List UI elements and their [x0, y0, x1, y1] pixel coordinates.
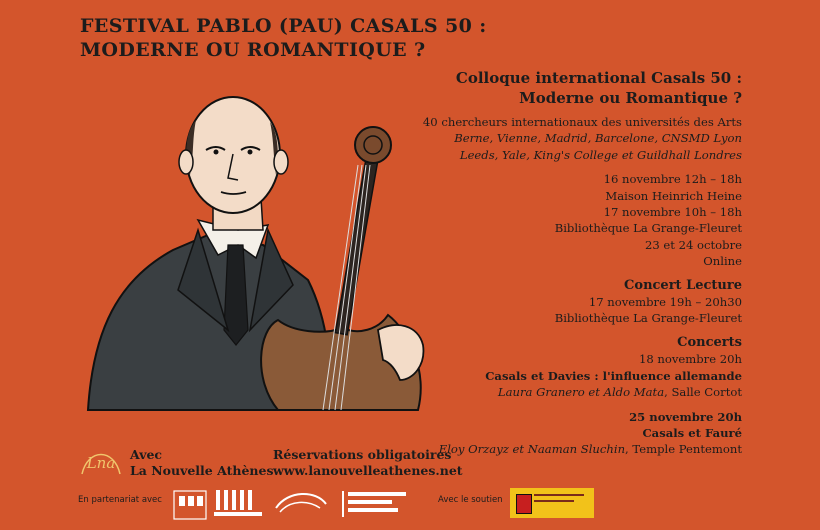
cl-date: 17 novembre 19h – 20h30 — [588, 295, 742, 310]
c1-date: 18 novembre 20h — [638, 352, 742, 367]
date-2: 17 novembre 10h – 18h — [603, 205, 742, 220]
concerts-title: Concerts — [677, 334, 742, 350]
venue-2: Bibliothèque La Grange-Fleuret — [554, 221, 742, 236]
la-nouvelle-athenes-logo — [78, 438, 124, 482]
colloque-title-1: Colloque international Casals 50 : — [455, 69, 742, 87]
title-line-1: FESTIVAL PABLO (PAU) CASALS 50 : — [80, 15, 487, 37]
cellist-illustration — [78, 80, 468, 420]
cnsmd-logo — [270, 488, 332, 520]
reservations-block — [273, 447, 463, 479]
colloque-title-2: Moderne ou Romantique ? — [519, 89, 742, 107]
c1-title: Casals et Davies : l'influence allemande — [485, 368, 742, 383]
embajada-espana-logo — [510, 488, 594, 518]
date-3: 23 et 24 octobre — [644, 237, 742, 252]
c2-performers: Eloy Orzayz et Naaman Sluchin — [438, 442, 626, 457]
partners-label: En partenariat avec — [78, 495, 162, 505]
c1-performers: Laura Granero et Aldo Mata — [497, 385, 665, 400]
c2-date: 25 novembre 20h — [629, 409, 742, 424]
logo-text: Lna — [86, 454, 116, 472]
cl-venue: Bibliothèque La Grange-Fleuret — [554, 311, 742, 326]
colloque-cities-1: Berne, Vienne, Madrid, Barcelone, CNSMD Lyon — [454, 131, 742, 146]
bibliotheque-logo — [340, 488, 410, 520]
reservations-link[interactable]: www.lanouvelleathenes.net — [273, 463, 463, 478]
colloque-desc: 40 chercheurs internationaux des universités des Arts — [422, 115, 742, 129]
avec-line1: Avec — [130, 447, 163, 462]
heinrich-heine-logo — [212, 488, 264, 520]
c2-venue: , Temple Pentemont — [625, 442, 742, 457]
c1-venue: , Salle Cortot — [664, 385, 742, 400]
soutien-label: Avec le soutien — [438, 495, 503, 505]
reservations-line1: Réservations obligatoires — [273, 447, 452, 462]
venue-1: Maison Heinrich Heine — [605, 188, 742, 203]
title-line-2: MODERNE OU ROMANTIQUE ? — [80, 39, 426, 61]
concert-lecture-title: Concert Lecture — [624, 277, 742, 293]
venue-3: Online — [703, 254, 742, 269]
date-1: 16 novembre 12h – 18h — [603, 172, 742, 187]
avec-line2: La Nouvelle Athènes — [130, 463, 274, 478]
c2-title: Casals et Fauré — [642, 425, 742, 440]
main-title — [80, 14, 540, 62]
avec-block — [130, 447, 273, 479]
colloque-cities-2: Leeds, Yale, King's College et Guildhall Londres — [459, 147, 742, 162]
hkb-logo — [173, 490, 207, 520]
